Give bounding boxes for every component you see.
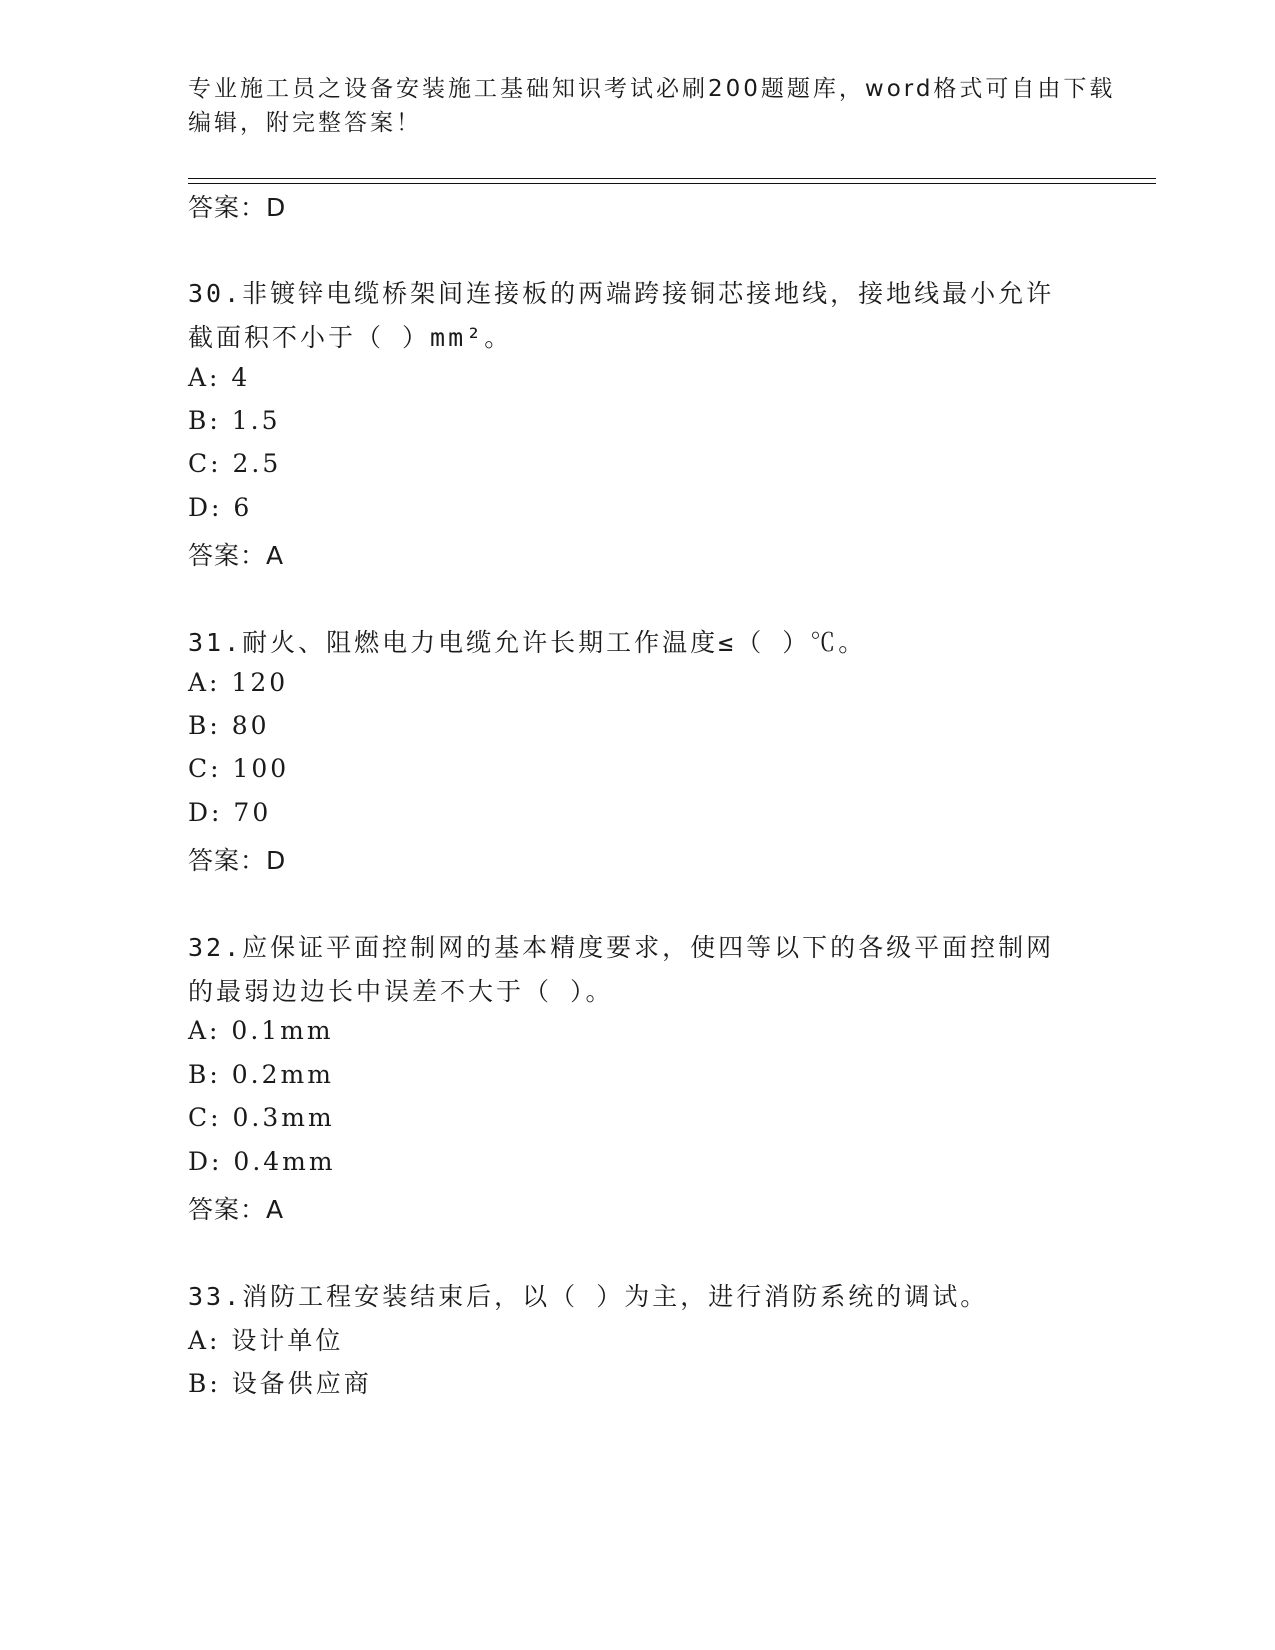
question-32-option-a: A: 0.1mm [188,1016,334,1045]
question-32-text-line-1: 32.应保证平面控制网的基本精度要求，使四等以下的各级平面控制网 [188,933,1055,962]
question-31-answer: 答案：D [188,846,287,875]
question-31-option-b: B: 80 [188,711,270,740]
question-31-option-c: C: 100 [188,754,290,783]
previous-answer: 答案：D [188,193,287,222]
question-32-answer: 答案：A [188,1195,285,1224]
question-32-option-b: B: 0.2mm [188,1060,334,1089]
question-30-option-c: C: 2.5 [188,449,282,478]
question-33-option-b: B: 设备供应商 [188,1369,372,1398]
question-33-option-a: A: 设计单位 [188,1326,344,1355]
question-31-option-a: A: 120 [188,668,289,697]
question-33-text-line-1: 33.消防工程安装结束后，以（ ）为主，进行消防系统的调试。 [188,1282,989,1311]
question-30-text-line-2: 截面积不小于（ ）mm²。 [188,323,513,352]
header-line-1: 专业施工员之设备安装施工基础知识考试必刷200题题库，word格式可自由下载 [188,76,1116,102]
header-line-2: 编辑，附完整答案！ [188,110,422,136]
question-32-option-d: D: 0.4mm [188,1147,336,1176]
question-32-option-c: C: 0.3mm [188,1103,335,1132]
header-divider-bottom [188,183,1156,184]
document-header [188,72,1116,140]
question-30-option-a: A: 4 [188,363,251,392]
question-31-option-d: D: 70 [188,798,272,827]
header-divider-top [188,178,1156,179]
question-30-answer: 答案：A [188,541,285,570]
question-32-text-line-2: 的最弱边边长中误差不大于（ ）。 [188,977,614,1006]
question-30-option-b: B: 1.5 [188,406,281,435]
question-30-option-d: D: 6 [188,493,253,522]
question-31-text-line-1: 31.耐火、阻燃电力电缆允许长期工作温度≤（ ）℃。 [188,628,867,657]
question-30-text-line-1: 30.非镀锌电缆桥架间连接板的两端跨接铜芯接地线，接地线最小允许 [188,279,1055,308]
